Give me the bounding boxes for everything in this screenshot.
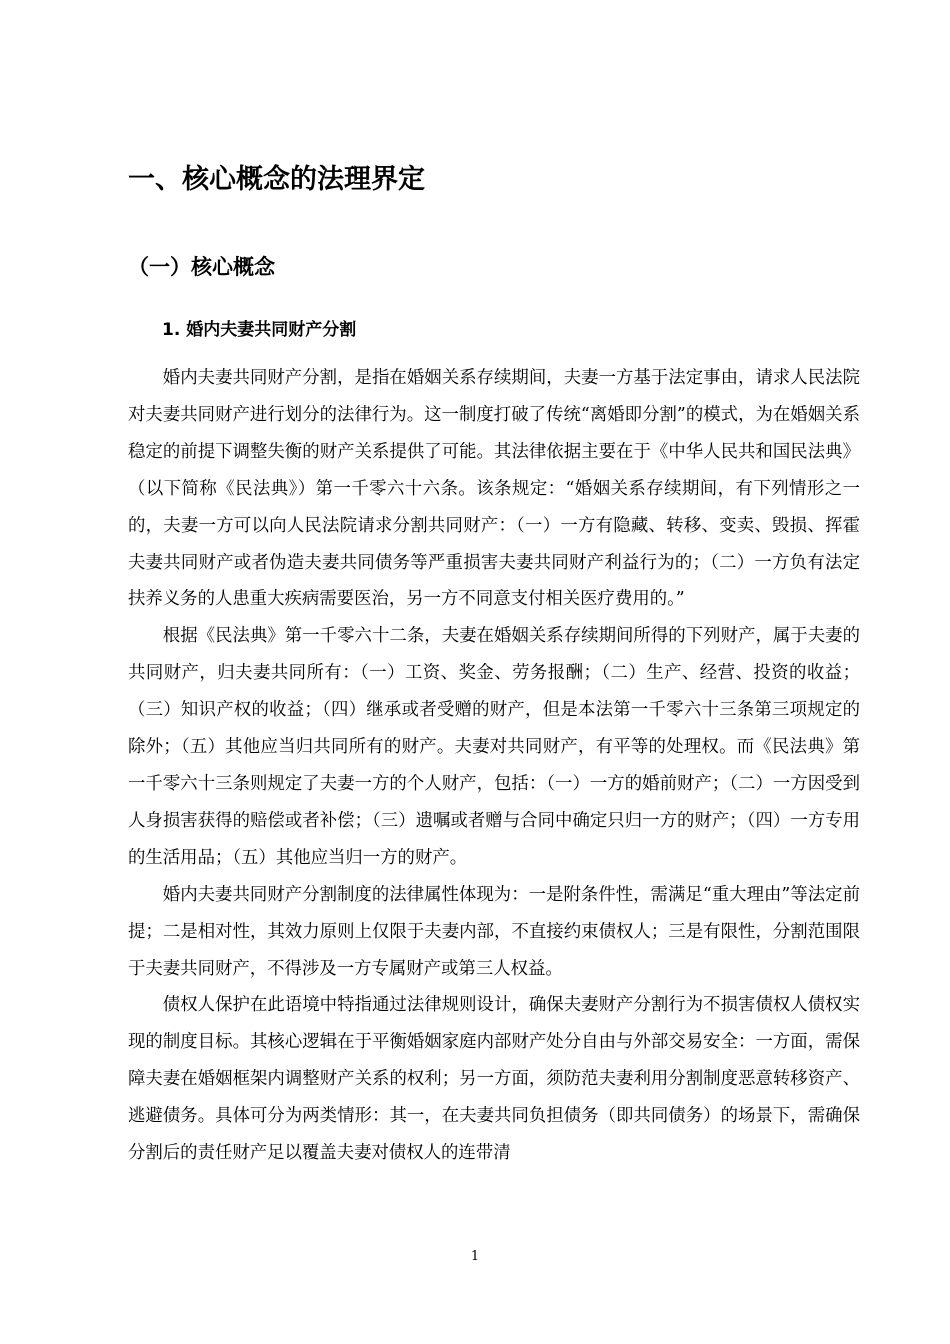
paragraph-creditor-protection: 债权人保护在此语境中特指通过法律规则设计，确保夫妻财产分割行为不损害债权人债权实现的制度目标。其核心逻辑在于平衡婚姻家庭内部财产处分自由与外部交易安全：一方面，需保障夫妻在婚姻框架内调整财产关系的权利；另一方面，须防范夫妻利用分割制度恶意转移资产、逃避债务。具体可分为两类情形：其一，在夫妻共同负担债务（即共同债务）的场景下，需确保分割后的责任财产足以覆盖夫妻对债权人的连带清 (128, 995, 860, 1164)
page-number: 1 (470, 1249, 480, 1264)
paragraph-definition: 婚内夫妻共同财产分割，是指在婚姻关系存续期间，夫妻一方基于法定事由，请求人民法院对夫妻共同财产进行划分的法律行为。这一制度打破了传统“离婚即分割”的模式，为在婚姻关系稳定的前提下调整失衡的财产关系提供了可能。其法律依据主要在于《中华人民共和国民法典》（以下简称《民法典》）第一千零六十六条。该条规定：“婚姻关系存续期间，有下列情形之一的，夫妻一方可以向人民法院请求分割共同财产：（一）一方有隐藏、转移、变卖、毁损、挥霍夫妻共同财产或者伪造夫妻共同债务等严重损害夫妻共同财产利益行为的；（二）一方负有法定扶养义务的人患重大疾病需要医治，另一方不同意支付相关医疗费用的。” (128, 368, 860, 610)
section-heading: （一）核心概念 (128, 255, 275, 279)
subsection-heading: 1. 婚内夫妻共同财产分割 (162, 320, 357, 340)
paragraph-legal-attributes: 婚内夫妻共同财产分割制度的法律属性体现为：一是附条件性，需满足“重大理由”等法定前提；二是相对性，其效力原则上仅限于夫妻内部，不直接约束债权人；三是有限性，分割范围限于夫妻共同财产，不得涉及一方专属财产或第三人权益。 (128, 884, 860, 979)
paragraph-common-property: 根据《民法典》第一千零六十二条，夫妻在婚姻关系存续期间所得的下列财产，属于夫妻的共同财产，归夫妻共同所有：（一）工资、奖金、劳务报酬；（二）生产、经营、投资的收益；（三）知识产权的收益；（四）继承或者受赠的财产，但是本法第一千零六十三条第三项规定的除外；（五）其他应当归共同所有的财产。夫妻对共同财产，有平等的处理权。而《民法典》第一千零六十三条则规定了夫妻一方的个人财产，包括：（一）一方的婚前财产；（二）一方因受到人身损害获得的赔偿或者补偿；（三）遗嘱或者赠与合同中确定只归一方的财产；（四）一方专用的生活用品；（五）其他应当归一方的财产。 (128, 626, 860, 868)
chapter-heading: 一、核心概念的法理界定 (128, 164, 425, 195)
body-text (128, 360, 860, 1172)
